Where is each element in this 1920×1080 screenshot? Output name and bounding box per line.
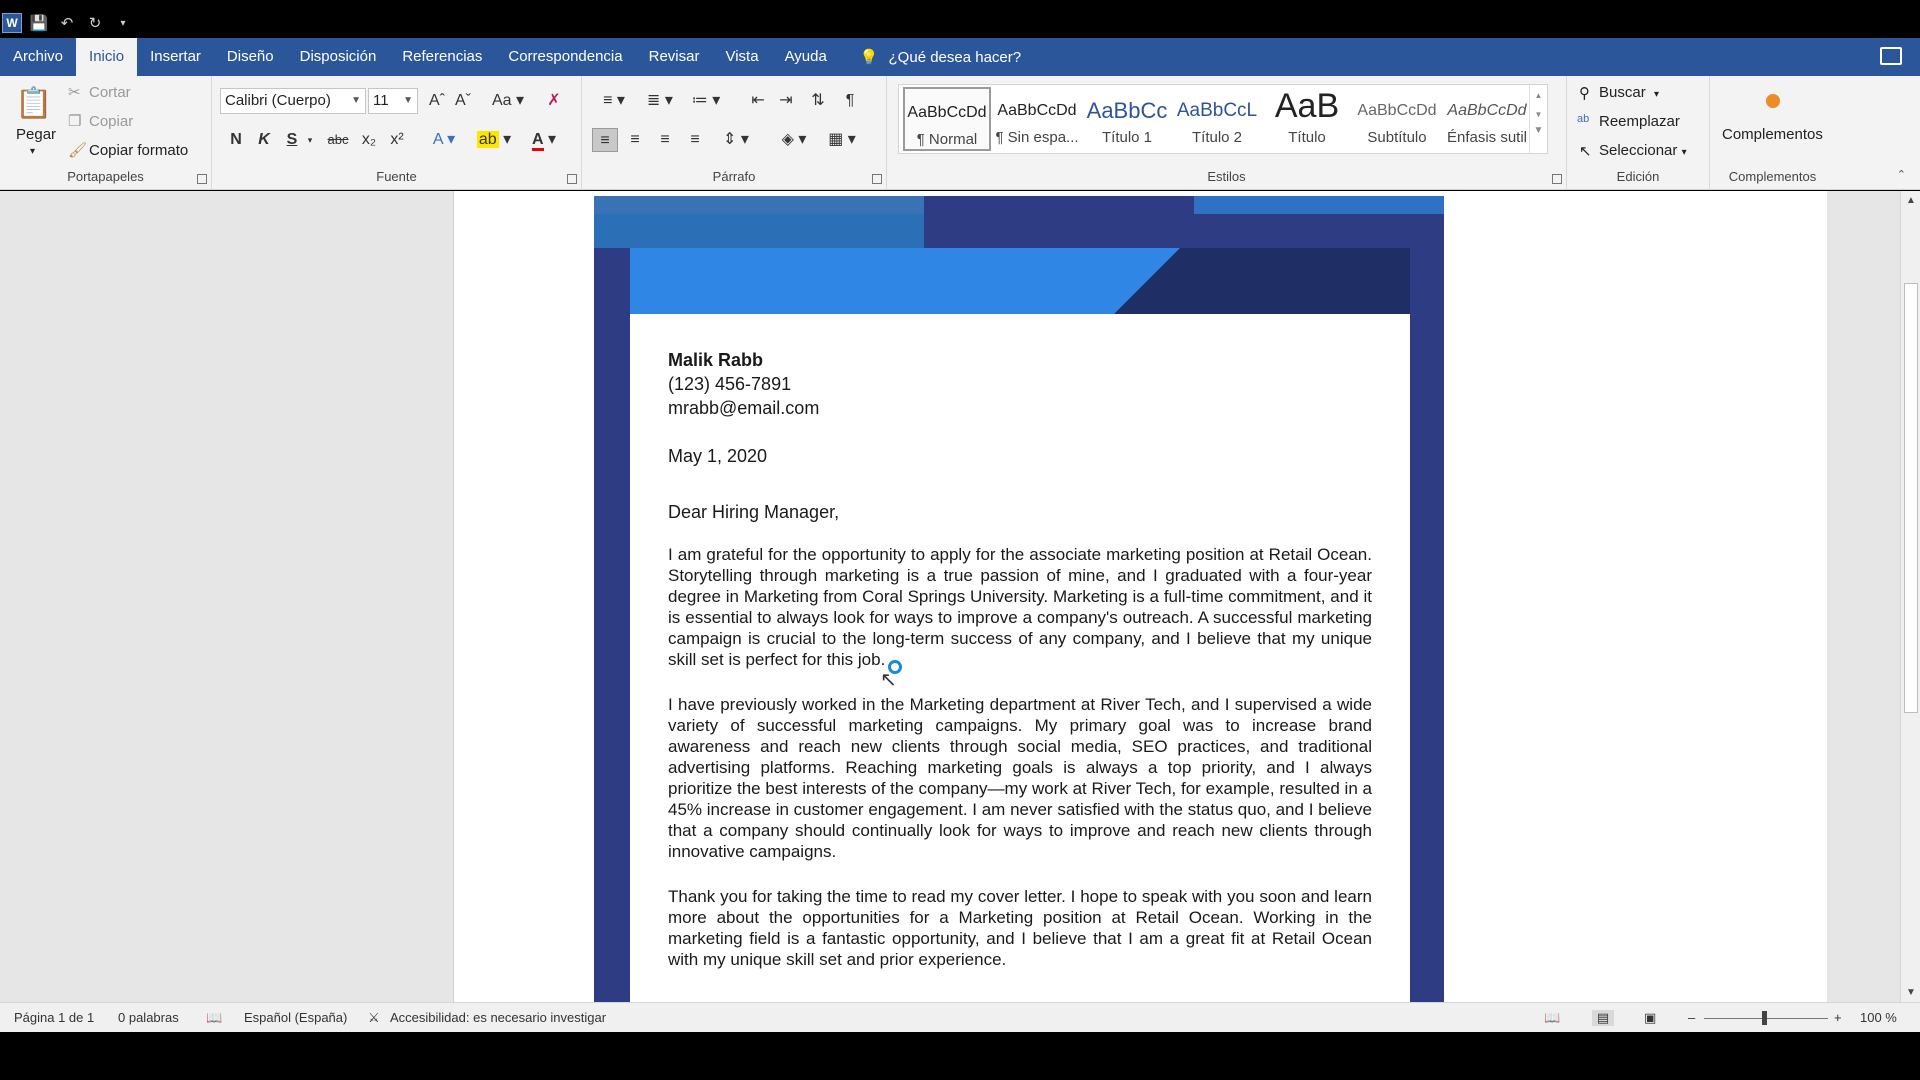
tab-referencias[interactable]: Referencias [402,48,483,65]
status-bar [0,1002,1920,1032]
editing-group-label: Edición [1616,169,1660,184]
font-name-value: Calibri (Cuerpo) [225,92,331,109]
grow-font-icon[interactable]: Aˆ [429,92,445,109]
style-name: ¶ Sin espa... [995,129,1079,146]
save-icon[interactable]: 💾 [29,15,49,32]
tab-diseno[interactable]: Diseño [226,48,274,65]
numbering-icon[interactable]: ≣ ▾ [647,92,673,109]
borders-icon[interactable]: ▦ ▾ [828,131,856,148]
letter-template [594,196,1444,1002]
addins-icon[interactable] [1766,94,1780,108]
paste-dropdown-icon[interactable]: ▾ [30,146,36,157]
group-paragraph [582,76,887,190]
letter-paragraph[interactable]: Thank you for taking the time to read my cover letter. I hope to speak with you soon and learn more about the opportunities for a Marketing position at Retail Ocean. Working in the marketing field is a fantastic opportunity, and I believe that I am a great fit at Retail Ocean with my unique skill set and prior experience. [668,887,1372,969]
align-left-icon[interactable]: ≡ [592,128,618,152]
cut-button[interactable]: Cortar [89,84,131,101]
paste-button[interactable]: Pegar [16,126,57,143]
shrink-font-icon[interactable]: Aˇ [455,92,471,109]
tab-revisar[interactable]: Revisar [648,48,700,65]
highlight-icon[interactable]: ab ▾ [478,131,512,148]
zoom-out-icon[interactable]: – [1688,1010,1696,1025]
search-icon: ⚲ [1579,85,1590,102]
show-marks-icon[interactable]: ¶ [845,92,855,109]
font-size-value: 11 [373,92,389,109]
style-name: Énfasis sutil [1446,129,1528,146]
font-size-combo[interactable]: 11 ▼ [368,88,418,114]
paste-icon[interactable]: 📋 [15,87,53,120]
underline-button[interactable]: S [286,131,298,148]
scroll-down-icon[interactable]: ▼ [1906,987,1916,998]
font-name-combo[interactable]: Calibri (Cuerpo) ▼ [220,88,366,114]
letter-greeting[interactable]: Dear Hiring Manager, [668,502,840,522]
busy-spinner-icon [888,660,902,674]
strikethrough-button[interactable]: abc [327,132,349,147]
font-group-label: Fuente [376,169,417,184]
style-name: Título [1288,129,1326,146]
customize-qat-icon[interactable]: ▾ [120,17,126,29]
replace-icon: ab [1577,113,1590,125]
scrollbar-thumb[interactable] [1904,283,1918,713]
letter-body[interactable] [630,314,1410,1002]
template-banner-accent [630,248,1180,314]
select-cursor-icon: ↖ [1579,143,1592,160]
sort-icon[interactable]: ⇅ [811,92,825,109]
copy-button[interactable]: Copiar [89,113,134,130]
style-name: ¶ Normal [916,131,978,148]
group-addins [1710,76,1835,190]
style-sin-espaciado[interactable] [993,87,1081,151]
zoom-level[interactable]: 100 % [1860,1010,1897,1025]
sender-phone[interactable]: (123) 456-7891 [668,374,792,394]
undo-icon[interactable]: ↶ [60,15,74,32]
increase-indent-icon[interactable]: ⇥ [779,92,793,109]
word-logo-icon: W [2,13,22,33]
tab-correspondencia[interactable]: Correspondencia [508,48,623,65]
page-margin [453,191,593,1002]
group-font [212,76,582,190]
multilevel-list-icon[interactable]: ≔ ▾ [691,92,721,109]
template-decoration [594,214,924,248]
style-normal[interactable] [903,87,991,151]
page-count[interactable]: Página 1 de 1 [14,1010,95,1025]
style-sample: AaBbCcL [1176,100,1258,121]
bold-button[interactable]: N [230,131,242,148]
vertical-scrollbar[interactable] [1900,191,1920,1002]
scroll-up-icon[interactable]: ▲ [1906,195,1916,206]
align-center-icon[interactable]: ≡ [630,131,640,148]
format-painter-icon: 🖌 [68,142,88,159]
style-sample: AaBbCcDd [997,102,1077,119]
addins-button[interactable]: Complementos [1722,126,1823,143]
underline-dropdown-icon[interactable]: ▾ [307,135,313,145]
addins-group-label: Complementos [1728,169,1817,184]
screen-bottom [0,1032,1920,1080]
print-layout-icon[interactable]: ▤ [1592,1010,1614,1026]
letter-paragraph[interactable]: I am grateful for the opportunity to apply for the associate marketing position at Retail Ocean. Storytelling through marketing is a true passion of mine, and I graduated with a four-year degree in Marketing from Coral Springs University. Marketing is a full-time commitment, and it is essential to always look for ways to improve a company's outreach. A successful marketing campaign is crucial to the long-term success of any company, and I believe that my unique skill set is perfect for this job. [668,545,1372,669]
template-decoration [1194,196,1444,214]
language-status[interactable]: Español (España) [244,1010,348,1025]
style-subtitulo[interactable] [1353,87,1441,151]
tell-me-box[interactable] [860,48,1021,66]
tab-ayuda[interactable]: Ayuda [784,48,827,65]
sender-name[interactable]: Malik Rabb [668,350,764,370]
ribbon-tabs [0,38,1920,76]
tab-archivo[interactable]: Archivo [13,48,64,65]
replace-button[interactable]: Reemplazar [1599,113,1680,130]
clear-formatting-icon[interactable]: ✗ [547,92,561,109]
styles-launcher-icon[interactable] [1552,174,1562,184]
quick-access-toolbar [0,8,1920,38]
sender-email[interactable]: mrabb@email.com [668,398,820,418]
style-sample: AaBbCcDd [1357,102,1437,119]
accessibility-status[interactable]: Accesibilidad: es necesario investigar [390,1010,607,1025]
zoom-in-icon[interactable]: + [1834,1010,1842,1025]
tab-vista[interactable]: Vista [725,48,759,65]
zoom-slider-thumb[interactable] [1762,1011,1767,1025]
comments-icon[interactable] [1880,47,1902,65]
styles-gallery-scroll[interactable] [1529,85,1547,153]
find-button[interactable]: Buscar ▾ [1599,84,1660,101]
letter-date[interactable]: May 1, 2020 [668,446,768,466]
align-right-icon[interactable]: ≡ [660,131,670,148]
text-effects-icon[interactable]: A ▾ [432,131,456,148]
clipboard-launcher-icon[interactable] [197,174,207,184]
style-name: Título 1 [1101,129,1153,146]
style-sample: AaBbCc [1086,99,1168,123]
italic-button[interactable]: K [258,131,270,148]
more-styles-icon[interactable]: ▼ [1533,125,1544,136]
style-sample: AaB [1274,89,1340,123]
proofing-icon[interactable]: 📖 [206,1010,223,1025]
document-area [0,191,1920,1002]
chevron-down-icon[interactable]: ▼ [1534,110,1543,119]
font-launcher-icon[interactable] [567,174,577,184]
collapse-ribbon-icon[interactable]: ⌃ [1896,169,1906,181]
style-sample: AaBbCcDd [1447,102,1527,119]
styles-group-label: Estilos [1207,169,1246,184]
group-clipboard [0,76,212,190]
scissors-icon: ✂ [68,84,81,101]
chevron-up-icon[interactable]: ▲ [1534,91,1543,100]
shading-icon[interactable]: ◈ ▾ [781,131,807,148]
tab-disposicion[interactable]: Disposición [299,48,377,65]
letter-paragraph[interactable]: I have previously worked in the Marketing department at River Tech, and I supervised a wide variety of successful marketing campaigns. My primary goal was to increase brand awareness and reach new clients through social media, SEO practices, and traditional advertising platforms. Reaching marketing goals is always a top priority, and I always prioritize the best interests of the company—my work at River Tech, for example, resulted in a 45% increase in customer engagement. I am never satisfied with the status quo, and I believe that a company should continually look for ways to improve and reach new clients through innovative campaigns. [668,695,1373,861]
subscript-button[interactable]: x₂ [361,131,377,148]
word-count[interactable]: 0 palabras [118,1010,179,1025]
style-titulo-2[interactable] [1173,87,1261,151]
copy-icon: ❐ [68,113,82,130]
style-name: Subtítulo [1367,129,1427,146]
select-button[interactable]: Seleccionar ▾ [1599,142,1687,159]
format-painter-button[interactable]: Copiar formato [89,142,189,159]
line-spacing-icon[interactable]: ⇕ ▾ [723,131,749,148]
read-mode-icon[interactable]: 📖 [1544,1010,1561,1025]
redo-icon[interactable]: ↻ [88,15,102,32]
ribbon [0,76,1920,190]
mouse-cursor-icon: ↖ [880,669,897,691]
bullets-icon[interactable]: ≡ ▾ [603,92,625,109]
paragraph-launcher-icon[interactable] [872,174,882,184]
font-color-icon[interactable]: A ▾ [524,128,564,152]
superscript-button[interactable]: x² [390,131,404,148]
justify-icon[interactable]: ≡ [690,131,700,148]
tab-inicio[interactable]: Inicio [76,38,137,76]
styles-gallery [898,84,1548,154]
style-sample: AaBbCcDd [907,104,987,121]
lightbulb-icon: 💡 [859,49,879,66]
style-titulo[interactable] [1263,87,1351,151]
tab-insertar[interactable]: Insertar [150,48,201,65]
style-name: Título 2 [1191,129,1243,146]
clipboard-group-label: Portapapeles [67,169,144,184]
style-enfasis-sutil[interactable] [1443,87,1531,151]
change-case-button[interactable]: Aa ▾ [491,92,525,109]
paragraph-group-label: Párrafo [712,169,756,184]
accessibility-icon: ⚔ [368,1010,380,1025]
web-layout-icon[interactable]: ▣ [1644,1010,1657,1025]
decrease-indent-icon[interactable]: ⇤ [751,92,765,109]
style-titulo-1[interactable] [1083,87,1171,151]
tell-me-text: ¿Qué desea hacer? [888,48,1022,66]
group-editing [1567,76,1710,190]
template-decoration [594,196,924,214]
